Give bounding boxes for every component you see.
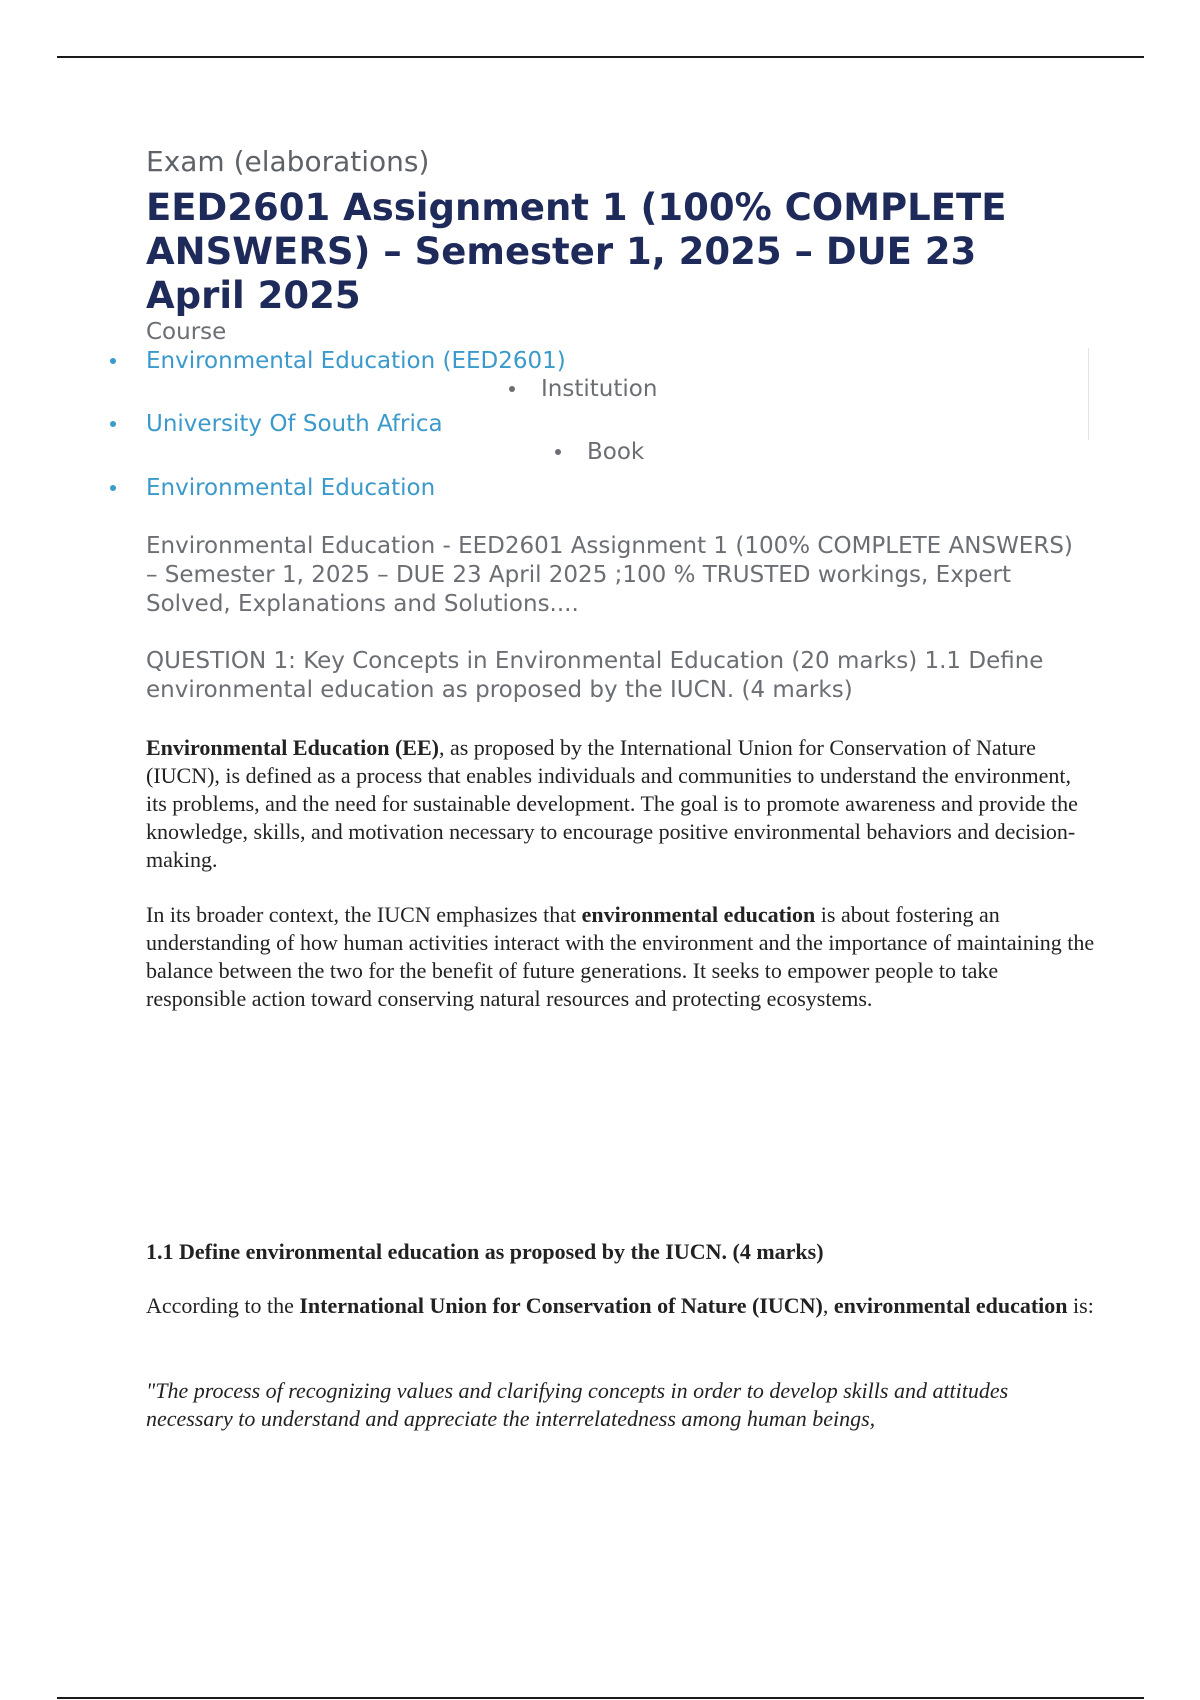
institution-label-text: Institution: [541, 376, 658, 402]
document-category: Exam (elaborations): [146, 145, 430, 178]
course-link-text[interactable]: Environmental Education (EED2601): [146, 348, 566, 374]
course-link[interactable]: [146, 347, 566, 375]
question-heading: QUESTION 1: Key Concepts in Environmental Education (20 marks) 1.1 Define environmental education as proposed by the IUCN. (4 marks): [146, 648, 1044, 703]
section-heading: 1.1 Define environmental education as proposed by the IUCN. (4 marks): [146, 1239, 824, 1264]
p3-end: is:: [1067, 1293, 1094, 1318]
bottom-divider: [57, 1697, 1144, 1699]
top-divider: [57, 56, 1144, 58]
institution-link[interactable]: [146, 410, 443, 438]
bullet-icon: [110, 421, 116, 427]
p3-comma: ,: [822, 1293, 834, 1318]
book-label: [587, 438, 644, 466]
p2-intro: In its broader context, the IUCN emphasizes that: [146, 902, 582, 927]
ee-term: Environmental Education (EE): [146, 735, 439, 760]
iucn-quote: "The process of recognizing values and clarifying concepts in order to develop skills and attitudes necessary to understand and appreciate the interrelatedness among human beings,: [146, 1378, 1009, 1431]
institution-link-text[interactable]: University Of South Africa: [146, 411, 443, 437]
p2-text: is about fostering an understanding of how human activities interact with the environment and the importance of maintaining the balance between the two for the benefit of future generations. It seeks to empower people to take responsible action toward conserving natural resources and protecting ecosystems.: [146, 902, 1095, 1011]
body-paragraph-1: [146, 734, 1096, 874]
document-description: Environmental Education - EED2601 Assignment 1 (100% COMPLETE ANSWERS) – Semester 1, 2025 – DUE 23 April 2025 ;100 % TRUSTED workings, Expert Solved, Explanations and Solutions....: [146, 533, 1073, 617]
p3-intro: According to the: [146, 1293, 300, 1318]
body-paragraph-3: [146, 1292, 1096, 1320]
vertical-divider: [1088, 348, 1089, 440]
iucn-name: International Union for Conservation of Nature (IUCN): [299, 1293, 823, 1318]
book-link-text[interactable]: Environmental Education: [146, 475, 436, 501]
document-title: EED2601 Assignment 1 (100% COMPLETE ANSWERS) – Semester 1, 2025 – DUE 23 April 2025: [146, 186, 1007, 317]
body-paragraph-2: [146, 901, 1096, 1013]
book-label-text: Book: [587, 439, 645, 465]
institution-label: [541, 375, 657, 403]
ee-term-bold-2: environmental education: [833, 1293, 1068, 1318]
ee-term-bold: environmental education: [581, 902, 816, 927]
bullet-icon: [509, 386, 515, 392]
bullet-icon: [110, 358, 116, 364]
book-link[interactable]: [146, 474, 435, 502]
bullet-icon: [110, 485, 116, 491]
bullet-icon: [555, 449, 561, 455]
course-label: Course: [146, 319, 227, 345]
p1-text: , as proposed by the International Union for Conservation of Nature (IUCN), is defined as a process that enables individuals and communities to understand the environment, its problems, and the need for sustainable development. The goal is to promote awareness and provide the knowledge, skills, and motivation necessary to encourage positive environmental behaviors and decision-making.: [146, 735, 1078, 872]
